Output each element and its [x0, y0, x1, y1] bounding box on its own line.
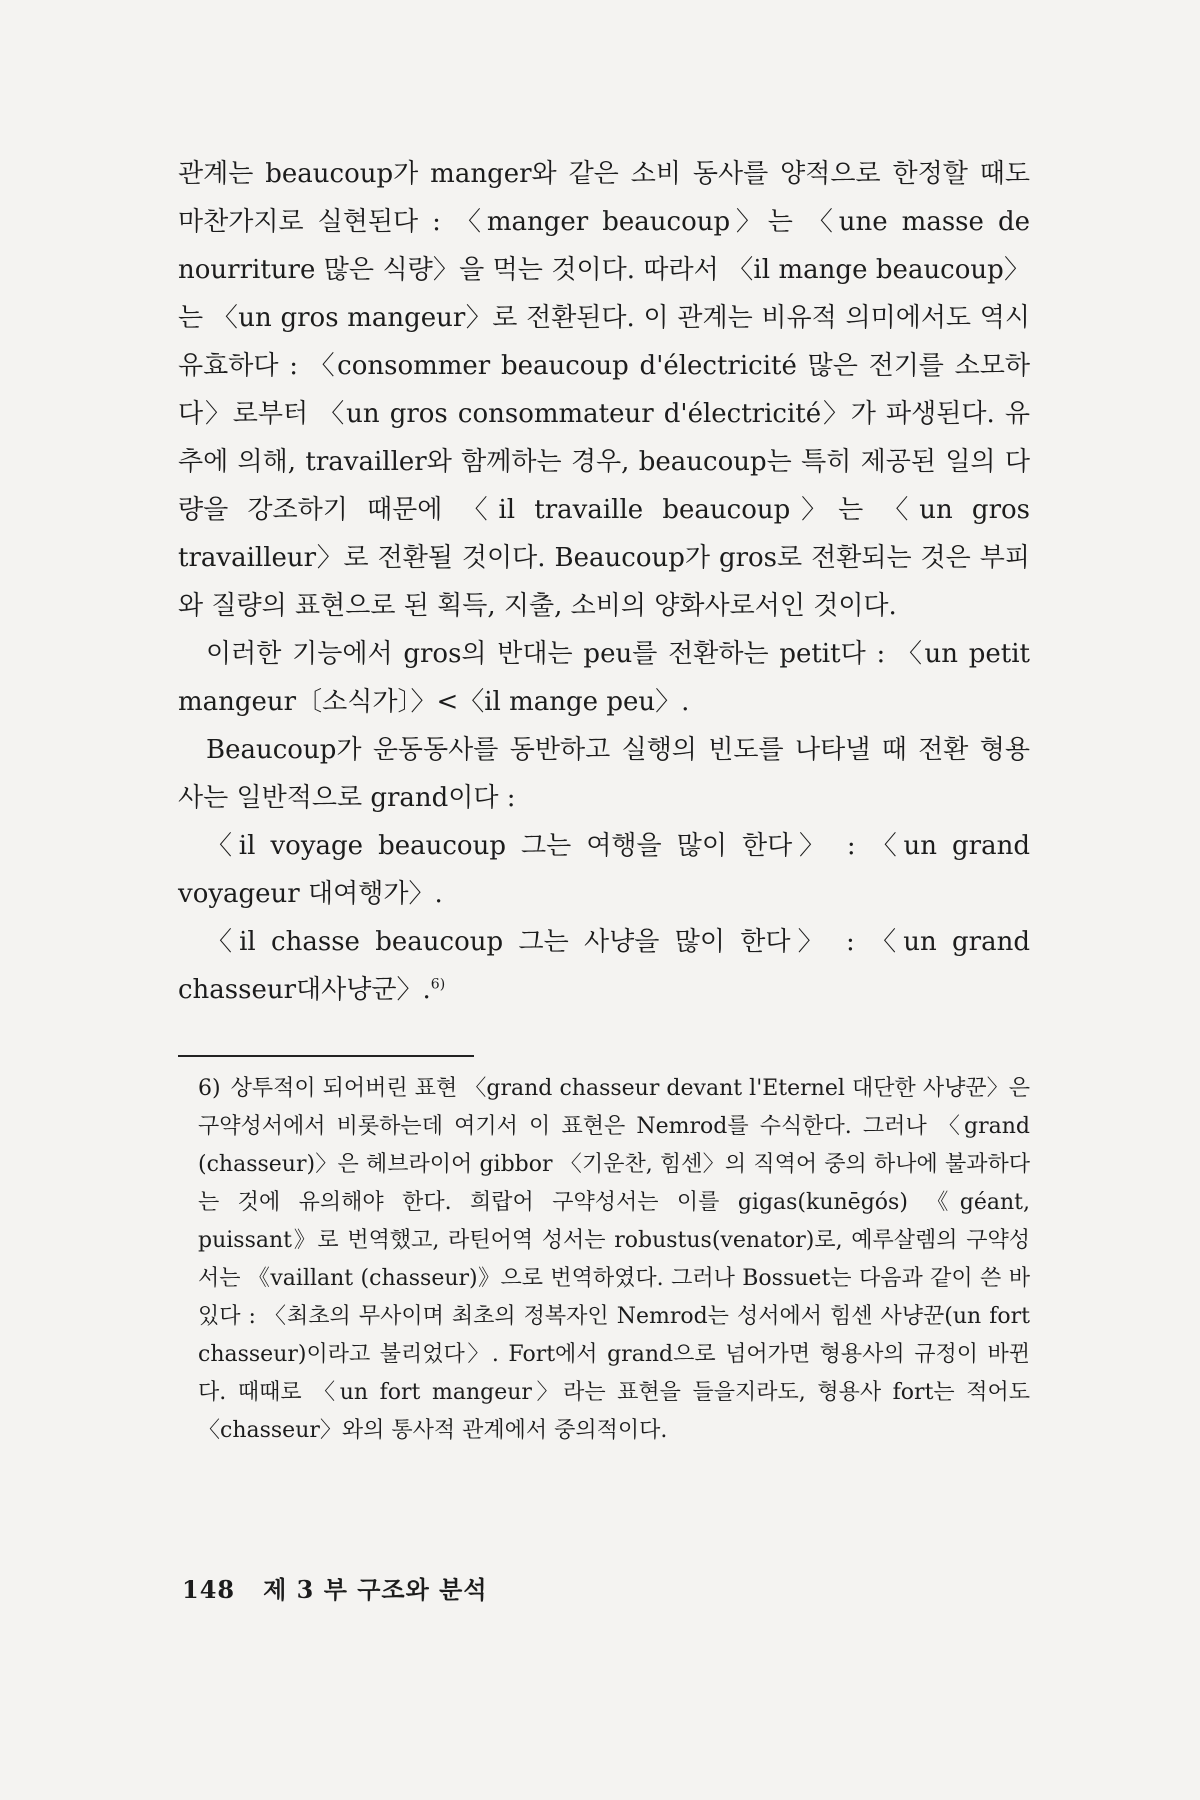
paragraph-4: 〈il voyage beaucoup 그는 여행을 많이 한다〉 : 〈un grand voyageur 대여행가〉. [178, 831, 1030, 909]
paragraph-2: 이러한 기능에서 gros의 반대는 peu를 전환하는 petit다 : 〈un petit mangeur〔소식가〕〉<〈il mange peu〉. [178, 639, 1030, 717]
paragraph-5-text: 〈il chasse beaucoup 그는 사냥을 많이 한다〉 : 〈un grand chasseur대사냥군〉. [178, 927, 1030, 1005]
page-number: 148 [182, 1575, 236, 1604]
paragraph-3: Beaucoup가 운동동사를 동반하고 실행의 빈도를 나타낼 때 전환 형용사는 일반적으로 grand이다 : [178, 735, 1030, 813]
paragraph-5 [178, 918, 1030, 1014]
footnote-separator [178, 1055, 474, 1057]
main-text [178, 150, 1030, 1014]
footnote [198, 1070, 1030, 1450]
footnote-text: 상투적이 되어버린 표현 〈grand chasseur devant l'Eternel 대단한 사냥꾼〉은 구약성서에서 비롯하는데 여기서 이 표현은 Nemrod를 수식한다. 그러나 〈grand (chasseur)〉은 헤브라이어 gibbor 〈기운찬, 힘센〉의 직역어 중의 하나에 불과하다는 것에 유의해야 한다. 희랍어 구약성서는 이를 gigas(kunēgós) 《géant, puissant》로 번역했고, 라틴어역 성서는 robustus(venator)로, 예루살렘의 구약성서는 《vaillant (chasseur)》으로 번역하였다. 그러나 Bossuet는 다음과 같이 쓴 바 있다 : 〈최초의 무사이며 최초의 정복자인 Nemrod는 성서에서 힘센 사냥꾼(un fort chasseur)이라고 불리었다〉. Fort에서 grand으로 넘어가면 형용사의 규정이 바뀐다. 때때로 〈un fort mangeur〉라는 표현을 들을지라도, 형용사 fort는 적어도 〈chasseur〉와의 통사적 관계에서 중의적이다. [198, 1076, 1030, 1443]
footnote-number: 6) [198, 1076, 221, 1101]
page-footer [182, 1570, 488, 1605]
footnote-reference: 6) [430, 976, 446, 993]
paragraph-1: 관계는 beaucoup가 manger와 같은 소비 동사를 양적으로 한정할 때도 마찬가지로 실현된다 : 〈manger beaucoup〉는 〈une masse de nourriture 많은 식량〉을 먹는 것이다. 따라서 〈il mange beaucoup〉는 〈un gros mangeur〉로 전환된다. 이 관계는 비유적 의미에서도 역시 유효하다 : 〈consommer beaucoup d'électricité 많은 전기를 소모하다〉로부터 〈un gros consommateur d'électricité〉가 파생된다. 유추에 의해, travailler와 함께하는 경우, beaucoup는 특히 제공된 일의 다량을 강조하기 때문에 〈il travaille beaucoup〉는 〈un gros travailleur〉로 전환될 것이다. Beaucoup가 gros로 전환되는 것은 부피와 질량의 표현으로 된 획득, 지출, 소비의 양화사로서인 것이다. [178, 159, 1030, 621]
chapter-title: 제 3 부 구조와 분석 [263, 1575, 488, 1604]
